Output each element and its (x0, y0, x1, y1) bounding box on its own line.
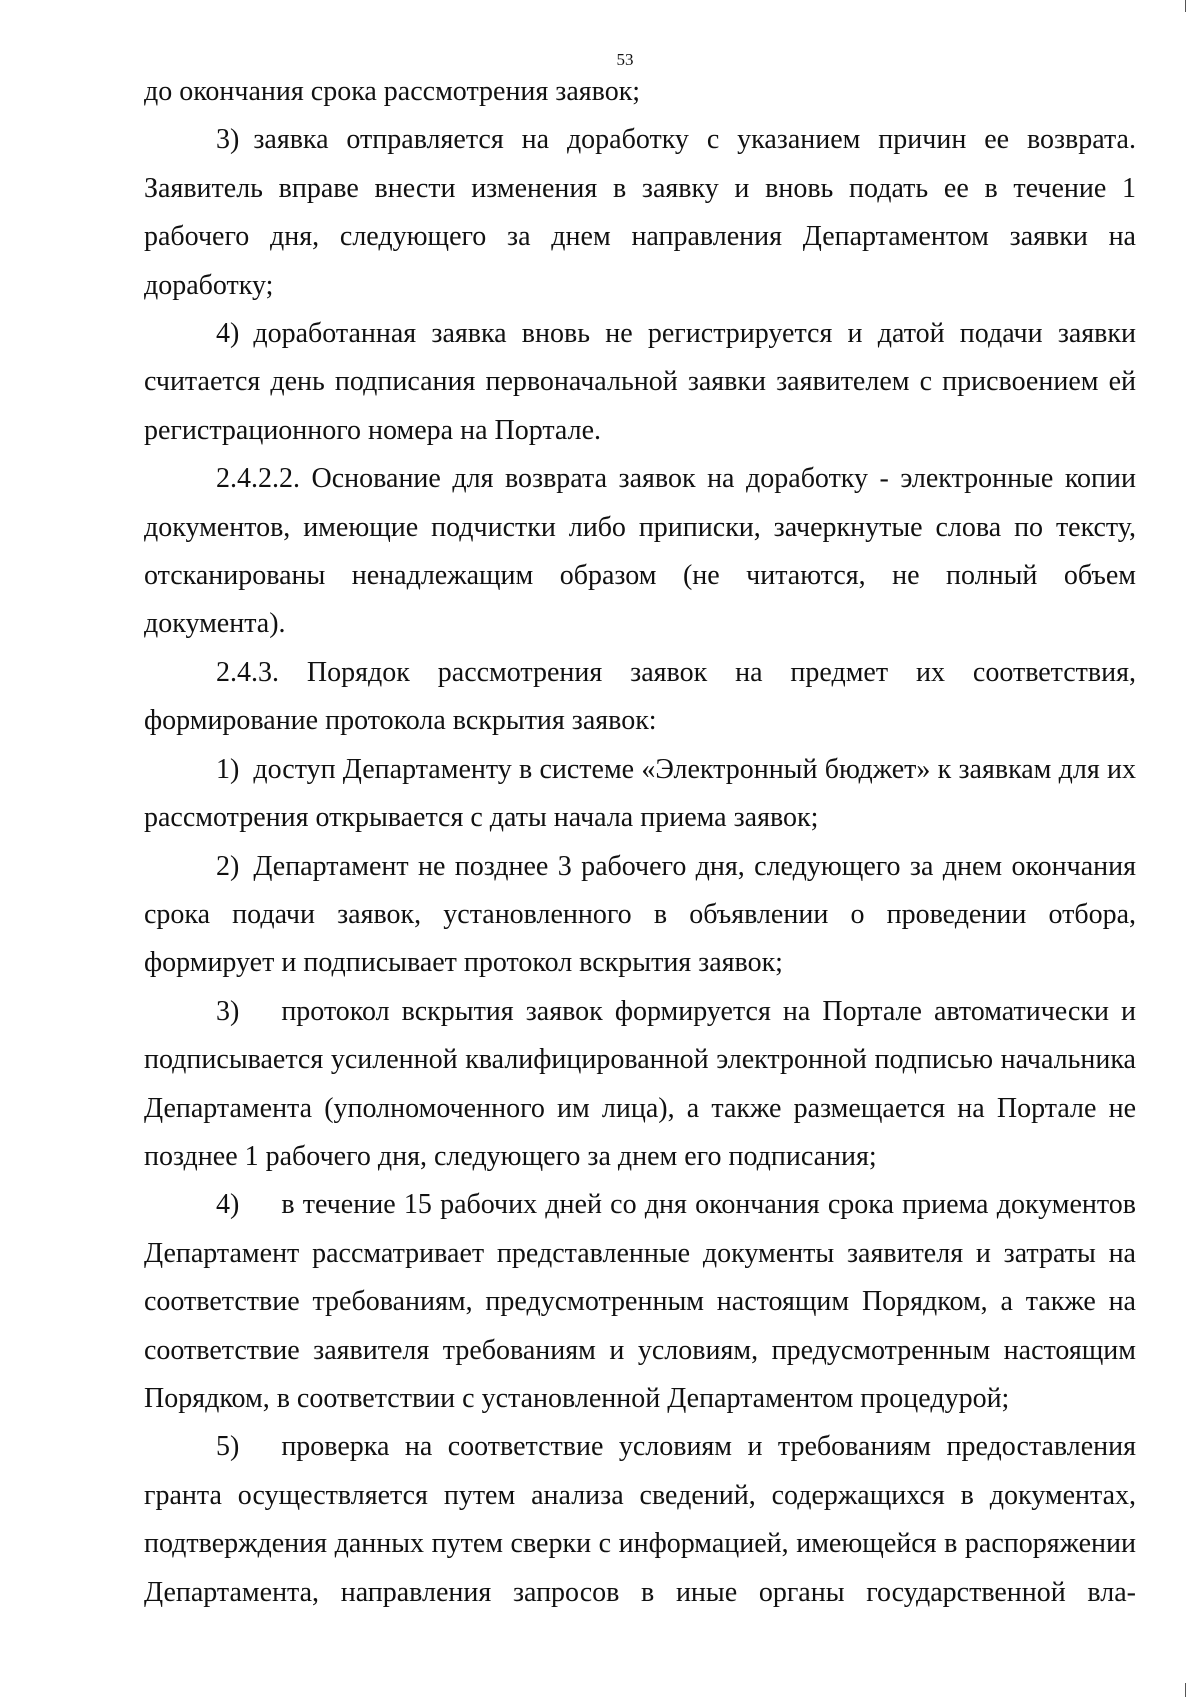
document-body (144, 68, 1136, 1617)
list-item-4-revised: 4) доработанная заявка вновь не регистрируется и датой подачи заявки считается день подписания первоначальной заявки заявителем с присвоением ей регистрационного номера на Портале. (144, 318, 1136, 446)
list-item-3-portal: 3) протокол вскрытия заявок формируется на Портале автоматически и подписывается усиленной квалифицированной электронной подписью начальника Департамента (уполномоченного им лица), а также размещается на Портале не позднее 1 рабочего дня, следующего за днем его подписания; (144, 995, 1136, 1172)
scan-edge-mark-top (1185, 0, 1186, 12)
list-item-2-protocol: 2) Департамент не позднее 3 рабочего дня, следующего за днем окончания срока подачи заявок, установленного в объявлении о проведении отбора, формирует и подписывает протокол вскрытия заявок; (144, 850, 1136, 979)
paragraph-2-4-3: 2.4.3. Порядок рассмотрения заявок на предмет их соответствия, формирование протокола вскрытия заявок: (144, 656, 1136, 737)
page-number: 53 (616, 50, 634, 69)
list-item-1-access: 1) доступ Департаменту в системе «Электронный бюджет» к заявкам для их рассмотрения открывается с даты начала приема заявок; (144, 753, 1136, 834)
list-item-4-review: 4) в течение 15 рабочих дней со дня окончания срока приема документов Департамент рассматривает представленные документы заявителя и затраты на соответствие требованиям, предусмотренным настоящим Порядком, а также на соответствие заявителя требованиям и условиям, предусмотренным настоящим Порядком, в соответствии с установленной Департаментом процедурой; (144, 1189, 1136, 1414)
list-item-3-return: 3) заявка отправляется на доработку с указанием причин ее возврата. Заявитель вправе внести изменения в заявку и вновь подать ее в течение 1 рабочего дня, следующего за днем направления Департаментом заявки на доработку; (144, 124, 1136, 301)
scan-edge-mark-bottom (1185, 1683, 1186, 1697)
list-item-5-check: 5) проверка на соответствие условиям и требованиям предоставления гранта осуществляется путем анализа сведений, содержащихся в документах, подтверждения данных путем сверки с информацией, имеющейся в распоряжении Департамента, направления запросов в иные органы государственной вла- (144, 1431, 1136, 1608)
paragraph-continuation: до окончания срока рассмотрения заявок; (144, 76, 641, 107)
paragraph-2-4-2-2: 2.4.2.2. Основание для возврата заявок на доработку - электронные копии документов, имеющие подчистки либо приписки, зачеркнутые слова по тексту, отсканированы ненадлежащим образом (не читаются, не полный объем документа). (144, 463, 1136, 640)
